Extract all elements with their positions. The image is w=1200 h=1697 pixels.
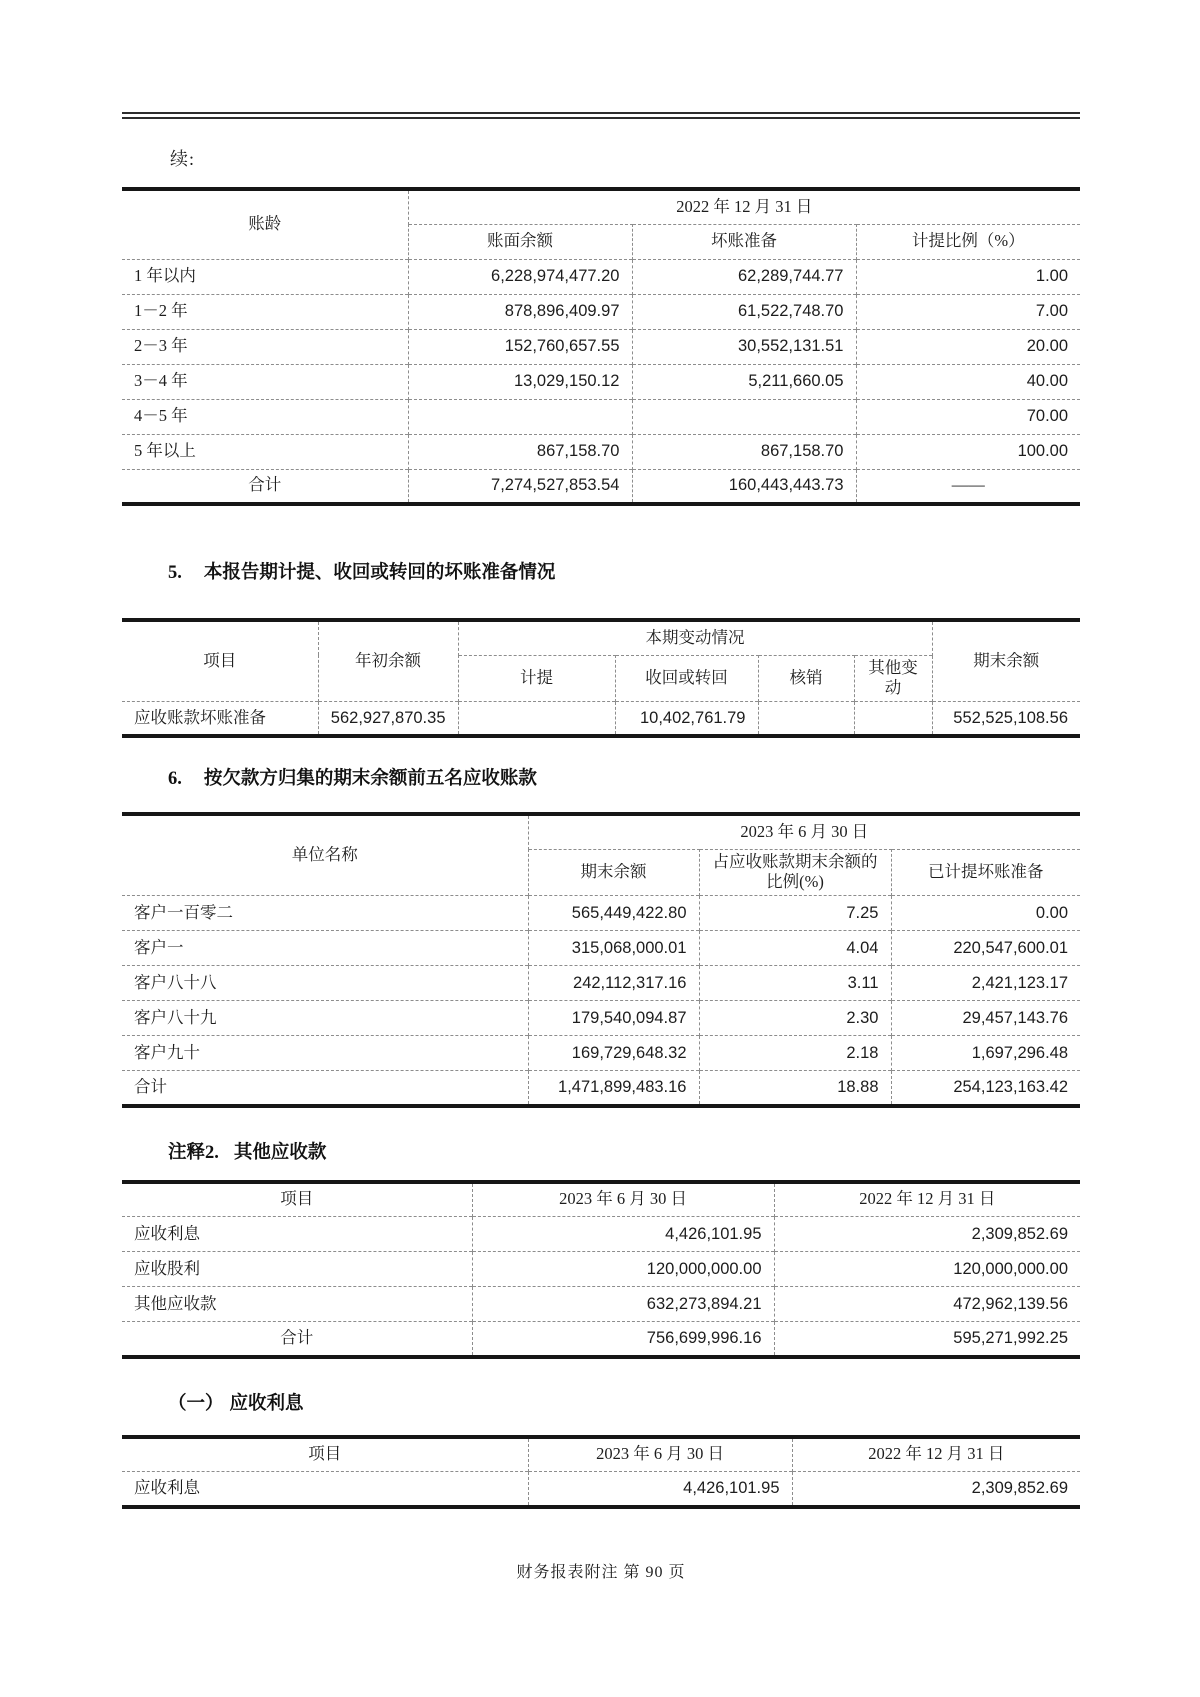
- total-closing-balance: 1,471,899,483.16: [528, 1071, 699, 1106]
- table-row: [122, 1182, 1080, 1217]
- book-balance-value: 867,158.70: [408, 434, 632, 469]
- table-row: [122, 259, 1080, 294]
- total-row: [122, 1071, 1080, 1106]
- ratio-value: 1.00: [856, 259, 1080, 294]
- book-balance-value: 13,029,150.12: [408, 364, 632, 399]
- closing-balance-value: 242,112,317.16: [528, 966, 699, 1001]
- pct-value: 2.30: [699, 1001, 891, 1036]
- ratio-value: 7.00: [856, 294, 1080, 329]
- bad-debt-value: 30,552,131.51: [632, 329, 856, 364]
- closing-balance-value: 179,540,094.87: [528, 1001, 699, 1036]
- value-2022: 472,962,139.56: [774, 1287, 1080, 1322]
- bad-debt-header: 坏账准备: [632, 224, 856, 259]
- closing-balance-value: 565,449,422.80: [528, 896, 699, 931]
- section-title: 本报告期计提、收回或转回的坏账准备情况: [203, 563, 556, 583]
- table-row: [122, 294, 1080, 329]
- table-row: [122, 620, 1080, 655]
- section-6-heading: [122, 764, 1080, 790]
- table-row: [122, 399, 1080, 434]
- value-2023: 632,273,894.21: [472, 1287, 774, 1322]
- total-label: 合计: [122, 1322, 472, 1357]
- accrual-value: [458, 701, 615, 736]
- item-label: 应收账款坏账准备: [122, 701, 318, 736]
- book-balance-header: 账面余额: [408, 224, 632, 259]
- other-change-header: 其他变动: [854, 655, 932, 701]
- value-2023: 120,000,000.00: [472, 1252, 774, 1287]
- section-number: 5.: [168, 563, 182, 583]
- age-label: 1 年以内: [122, 259, 408, 294]
- page-footer: 财务报表附注 第 90 页: [516, 1563, 686, 1581]
- section-title: 按欠款方归集的期末余额前五名应收账款: [203, 769, 537, 790]
- table-row: [122, 701, 1080, 736]
- item-label: 应收股利: [122, 1252, 472, 1287]
- customer-name: 客户八十九: [122, 1001, 528, 1036]
- item-header: 项目: [122, 1182, 472, 1217]
- table-row: [122, 931, 1080, 966]
- age-label: 5 年以上: [122, 434, 408, 469]
- write-off-value: [758, 701, 854, 736]
- table-row: [122, 189, 1080, 224]
- provision-change-table: [122, 618, 1080, 738]
- table-row: [122, 1252, 1080, 1287]
- book-balance-value: 6,228,974,477.20: [408, 259, 632, 294]
- book-balance-value: 878,896,409.97: [408, 294, 632, 329]
- provision-value: 1,697,296.48: [891, 1036, 1080, 1071]
- provision-value: 29,457,143.76: [891, 1001, 1080, 1036]
- item-label: 应收利息: [122, 1217, 472, 1252]
- other-change-value: [854, 701, 932, 736]
- total-bad-debt: 160,443,443.73: [632, 469, 856, 504]
- other-receivables-table: [122, 1180, 1080, 1359]
- subsection-number: （一）: [168, 1393, 224, 1414]
- value-2022: 2,309,852.69: [792, 1472, 1080, 1507]
- table-row: [122, 814, 1080, 849]
- provision-value: 220,547,600.01: [891, 931, 1080, 966]
- opening-balance-value: 562,927,870.35: [318, 701, 458, 736]
- item-header: 项目: [122, 1437, 528, 1472]
- value-2023: 4,426,101.95: [472, 1217, 774, 1252]
- provision-made-header: 已计提坏账准备: [891, 849, 1080, 895]
- section-number: 6.: [168, 769, 182, 790]
- bad-debt-value: 61,522,748.70: [632, 294, 856, 329]
- book-balance-value: 152,760,657.55: [408, 329, 632, 364]
- interest-receivable-table: [122, 1435, 1080, 1509]
- table-row: [122, 364, 1080, 399]
- table-row: [122, 1437, 1080, 1472]
- customer-name: 客户八十八: [122, 966, 528, 1001]
- pct-value: 2.18: [699, 1036, 891, 1071]
- bad-debt-value: 5,211,660.05: [632, 364, 856, 399]
- closing-balance-value: 552,525,108.56: [932, 701, 1080, 736]
- recover-reverse-value: 10,402,761.79: [615, 701, 758, 736]
- ratio-value: 100.00: [856, 434, 1080, 469]
- provision-value: 0.00: [891, 896, 1080, 931]
- item-label: 其他应收款: [122, 1287, 472, 1322]
- age-label: 4－5 年: [122, 399, 408, 434]
- table-row: [122, 1036, 1080, 1071]
- date-2022-header: 2022 年 12 月 31 日: [792, 1437, 1080, 1472]
- ratio-header: 计提比例（%）: [856, 224, 1080, 259]
- date-header: 2023 年 6 月 30 日: [528, 814, 1080, 849]
- closing-balance-value: 315,068,000.01: [528, 931, 699, 966]
- total-ratio-dash: ——: [856, 469, 1080, 504]
- table-row: [122, 434, 1080, 469]
- item-header: 项目: [122, 620, 318, 701]
- total-provision: 254,123,163.42: [891, 1071, 1080, 1106]
- note-title: 其他应收款: [233, 1142, 327, 1163]
- table-row: [122, 1001, 1080, 1036]
- bad-debt-value: [632, 399, 856, 434]
- date-2023-header: 2023 年 6 月 30 日: [472, 1182, 774, 1217]
- customer-name: 客户一: [122, 931, 528, 966]
- closing-balance-value: 169,729,648.32: [528, 1036, 699, 1071]
- ratio-value: 40.00: [856, 364, 1080, 399]
- age-label: 2－3 年: [122, 329, 408, 364]
- ratio-value: 70.00: [856, 399, 1080, 434]
- age-label: 1－2 年: [122, 294, 408, 329]
- table-row: [122, 966, 1080, 1001]
- total-label: 合计: [122, 1071, 528, 1106]
- total-row: [122, 469, 1080, 504]
- note-number: 注释2.: [168, 1142, 219, 1163]
- date-2023-header: 2023 年 6 月 30 日: [528, 1437, 792, 1472]
- book-balance-value: [408, 399, 632, 434]
- bad-debt-value: 62,289,744.77: [632, 259, 856, 294]
- entity-name-header: 单位名称: [122, 814, 528, 895]
- aging-date-header: 2022 年 12 月 31 日: [408, 189, 1080, 224]
- pct-of-receivables-header: 占应收账款期末余额的比例(%): [699, 849, 891, 895]
- item-label: 应收利息: [122, 1472, 528, 1507]
- customer-name: 客户一百零二: [122, 896, 528, 931]
- continued-label: 续:: [170, 149, 196, 169]
- table-row: [122, 329, 1080, 364]
- write-off-header: 核销: [758, 655, 854, 701]
- interest-receivable-heading: [122, 1389, 1080, 1415]
- subsection-title: 应收利息: [229, 1393, 304, 1414]
- accrual-header: 计提: [458, 655, 615, 701]
- value-2022: 120,000,000.00: [774, 1252, 1080, 1287]
- table-row: [122, 896, 1080, 931]
- table-row: [122, 1472, 1080, 1507]
- total-label: 合计: [122, 469, 408, 504]
- pct-value: 3.11: [699, 966, 891, 1001]
- provision-value: 2,421,123.17: [891, 966, 1080, 1001]
- closing-balance-header: 期末余额: [528, 849, 699, 895]
- section-5-heading: [122, 558, 1080, 584]
- top-five-receivables-table: [122, 812, 1080, 1107]
- value-2023: 4,426,101.95: [528, 1472, 792, 1507]
- aging-table: [122, 187, 1080, 506]
- value-2022: 2,309,852.69: [774, 1217, 1080, 1252]
- total-pct: 18.88: [699, 1071, 891, 1106]
- opening-balance-header: 年初余额: [318, 620, 458, 701]
- date-2022-header: 2022 年 12 月 31 日: [774, 1182, 1080, 1217]
- age-label: 3－4 年: [122, 364, 408, 399]
- table-row: [122, 1217, 1080, 1252]
- total-2023: 756,699,996.16: [472, 1322, 774, 1357]
- bad-debt-value: 867,158.70: [632, 434, 856, 469]
- aging-col-header: 账龄: [122, 189, 408, 259]
- pct-value: 4.04: [699, 931, 891, 966]
- pct-value: 7.25: [699, 896, 891, 931]
- table-row: [122, 1287, 1080, 1322]
- note-2-heading: [122, 1138, 1080, 1164]
- closing-balance-header: 期末余额: [932, 620, 1080, 701]
- page-header-rule: [122, 112, 1080, 119]
- customer-name: 客户九十: [122, 1036, 528, 1071]
- total-row: [122, 1322, 1080, 1357]
- total-book-balance: 7,274,527,853.54: [408, 469, 632, 504]
- period-change-group-header: 本期变动情况: [458, 620, 932, 655]
- ratio-value: 20.00: [856, 329, 1080, 364]
- recover-reverse-header: 收回或转回: [615, 655, 758, 701]
- total-2022: 595,271,992.25: [774, 1322, 1080, 1357]
